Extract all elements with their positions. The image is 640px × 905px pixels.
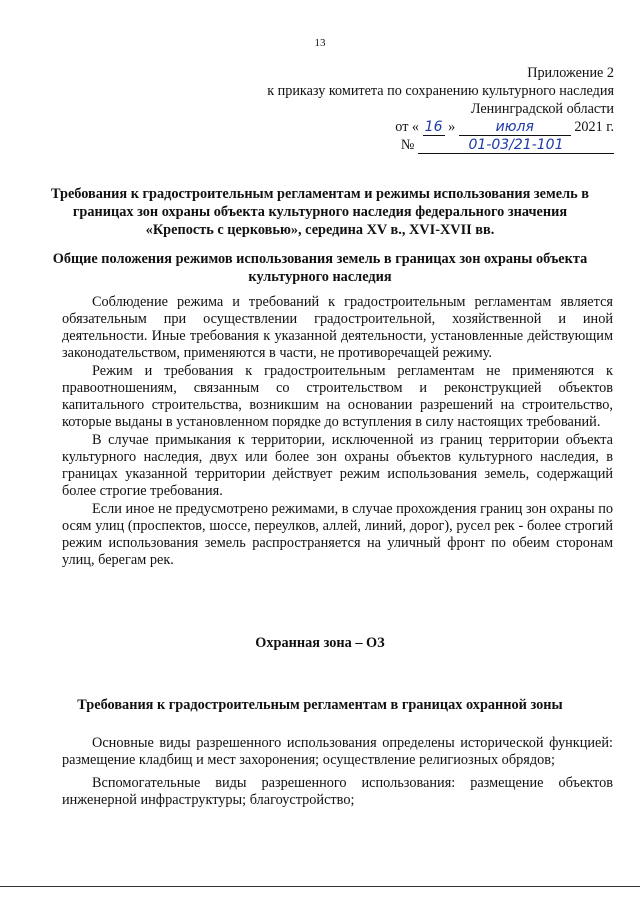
appendix-block <box>267 64 614 154</box>
zone-heading: Охранная зона – ОЗ <box>255 635 385 651</box>
page-bottom-rule <box>0 886 640 887</box>
date-month: июля <box>459 118 571 136</box>
appendix-date-line <box>267 118 614 136</box>
zone-paragraph: Основные виды разрешенного использования определены исторической функцией: размещение кладбищ и мест захоронения; осуществление религиозных обрядов; <box>62 735 613 768</box>
zone-requirements-heading: Требования к градостроительным регламентам в границах охранной зоны <box>77 697 563 713</box>
general-heading: Общие положения режимов использования земель в границах зон охраны объекта культурного наследия <box>52 251 588 285</box>
date-prefix: от « <box>395 119 420 135</box>
date-mid: » <box>448 119 456 135</box>
general-paragraph: Соблюдение режима и требований к градостроительным регламентам является обязательным при осуществлении градостроительной, хозяйственной и иной деятельности. Иные требования к указанной деятельности, установленные действующим законодательством, применяются в части, не противоречащей режиму. <box>62 294 613 361</box>
zone-paragraph: Вспомогательные виды разрешенного использования: размещение объектов инженерной инфраструктуры; благоустройство; <box>62 775 613 808</box>
document-title: Требования к градостроительным регламентам и режимы использования земель в границах зон охраны объекта культурного наследия федерального значения «Крепость с церковью», середина XV в., XVI-XVII вв. <box>51 186 589 238</box>
general-paragraph: Режим и требования к градостроительным регламентам не применяются к правоотношениям, связанным со строительством и реконструкцией объектов капитального строительства, возникшим на основании разрешений на строительство, которые выданы в установленном порядке до вступления в силу настоящих требований. <box>62 363 613 430</box>
general-section <box>62 294 613 569</box>
appendix-title: Приложение 2 <box>527 65 614 81</box>
general-paragraph: Если иное не предусмотрено режимами, в случае прохождения границ зон охраны по осям улиц (проспектов, шоссе, переулков, аллей, линий, дорог), русел рек - более строгий режим использования земель распространяется на уличный фронт по обеим сторонам улиц, берегам рек. <box>62 501 613 568</box>
page-number: 13 <box>314 37 326 49</box>
appendix-order-ref: к приказу комитета по сохранению культурного наследия <box>267 83 614 99</box>
date-year: 2021 г. <box>574 119 614 135</box>
order-number: 01-03/21-101 <box>418 136 614 154</box>
appendix-number-line <box>267 136 614 154</box>
zone-section <box>62 735 613 809</box>
date-day: 16 <box>423 118 445 136</box>
appendix-region: Ленинградской области <box>470 101 614 117</box>
number-prefix: № <box>400 137 415 153</box>
general-paragraph: В случае примыкания к территории, исключенной из границ территории объекта культурного наследия, двух или более зон охраны объектов культурного наследия, в границах указанной территории действует режим использования земель, содержащий более строгие требования. <box>62 432 613 499</box>
